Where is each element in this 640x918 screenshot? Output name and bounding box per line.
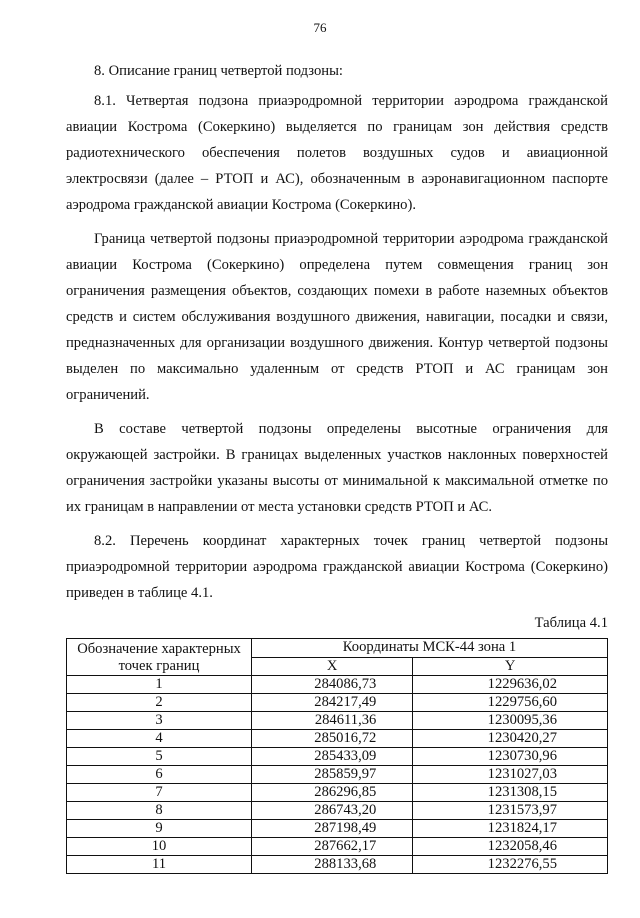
header-coords: Координаты МСК-44 зона 1	[252, 639, 608, 658]
point-number-cell: 1	[67, 676, 252, 694]
table-row	[67, 748, 608, 766]
table-row	[67, 784, 608, 802]
table-body	[67, 676, 608, 874]
x-coordinate-cell: 285859,97	[252, 766, 413, 784]
point-number-cell: 6	[67, 766, 252, 784]
point-number-cell: 10	[67, 838, 252, 856]
point-number-cell: 8	[67, 802, 252, 820]
y-coordinate-cell: 1231824,17	[413, 820, 608, 838]
y-coordinate-cell: 1229756,60	[413, 694, 608, 712]
x-coordinate-cell: 285433,09	[252, 748, 413, 766]
table-row	[67, 766, 608, 784]
table-row	[67, 820, 608, 838]
x-coordinate-cell: 286743,20	[252, 802, 413, 820]
document-body	[66, 58, 608, 874]
table-row	[67, 676, 608, 694]
y-coordinate-cell: 1232058,46	[413, 838, 608, 856]
paragraph-height-restrictions: В составе четвертой подзоны определены высотные ограничения для окружающей застройки. В границах выделенных участков наклонных поверхностей ограничения застройки указаны высоты от минимальной к максимальной отметке по их границам в направлении от места установки средств РТОП и АС.	[66, 421, 608, 515]
y-coordinate-cell: 1231027,03	[413, 766, 608, 784]
header-points: Обозначение характерных точек границ	[67, 639, 252, 676]
table-row	[67, 730, 608, 748]
y-coordinate-cell: 1232276,55	[413, 856, 608, 874]
y-coordinate-cell: 1231573,97	[413, 802, 608, 820]
x-coordinate-cell: 288133,68	[252, 856, 413, 874]
header-x: X	[252, 657, 413, 676]
paragraph-8-1: 8.1. Четвертая подзона приаэродромной территории аэродрома гражданской авиации Кострома (Сокеркино) выделяется по границам зон действия средств радиотехнического обеспечения полетов воздушных судов и авиационной электросвязи (далее – РТОП и АС), обозначенным в аэронавигационном паспорте аэродрома гражданской авиации Кострома (Сокеркино).	[66, 93, 608, 213]
point-number-cell: 5	[67, 748, 252, 766]
table-row	[67, 802, 608, 820]
x-coordinate-cell: 284611,36	[252, 712, 413, 730]
x-coordinate-cell: 284217,49	[252, 694, 413, 712]
point-number-cell: 4	[67, 730, 252, 748]
table-row	[67, 856, 608, 874]
point-number-cell: 2	[67, 694, 252, 712]
x-coordinate-cell: 287198,49	[252, 820, 413, 838]
y-coordinate-cell: 1230730,96	[413, 748, 608, 766]
y-coordinate-cell: 1230420,27	[413, 730, 608, 748]
paragraph-8-2: 8.2. Перечень координат характерных точек границ четвертой подзоны приаэродромной территории аэродрома гражданской авиации Кострома (Сокеркино) приведен в таблице 4.1.	[66, 533, 608, 601]
y-coordinate-cell: 1231308,15	[413, 784, 608, 802]
coordinates-table	[66, 638, 608, 874]
point-number-cell: 11	[67, 856, 252, 874]
x-coordinate-cell: 285016,72	[252, 730, 413, 748]
table-row	[67, 712, 608, 730]
section-heading: 8. Описание границ четвертой подзоны:	[94, 63, 343, 79]
table-row	[67, 838, 608, 856]
paragraph-border-definition: Граница четвертой подзоны приаэродромной территории аэродрома гражданской авиации Кострома (Сокеркино) определена путем совмещения границ зон ограничения размещения объектов, создающих помехи в работе наземных объектов средств и систем обслуживания воздушного движения, навигации, посадки и связи, предназначенных для организации воздушного движения. Контур четвертой подзоны выделен по максимально удаленным от средств РТОП и АС границам зон ограничений.	[66, 231, 608, 403]
x-coordinate-cell: 286296,85	[252, 784, 413, 802]
point-number-cell: 9	[67, 820, 252, 838]
y-coordinate-cell: 1230095,36	[413, 712, 608, 730]
point-number-cell: 3	[67, 712, 252, 730]
point-number-cell: 7	[67, 784, 252, 802]
x-coordinate-cell: 284086,73	[252, 676, 413, 694]
y-coordinate-cell: 1229636,02	[413, 676, 608, 694]
table-caption: Таблица 4.1	[534, 615, 608, 631]
page-number: 76	[313, 20, 327, 35]
x-coordinate-cell: 287662,17	[252, 838, 413, 856]
table-row	[67, 694, 608, 712]
header-y: Y	[413, 657, 608, 676]
